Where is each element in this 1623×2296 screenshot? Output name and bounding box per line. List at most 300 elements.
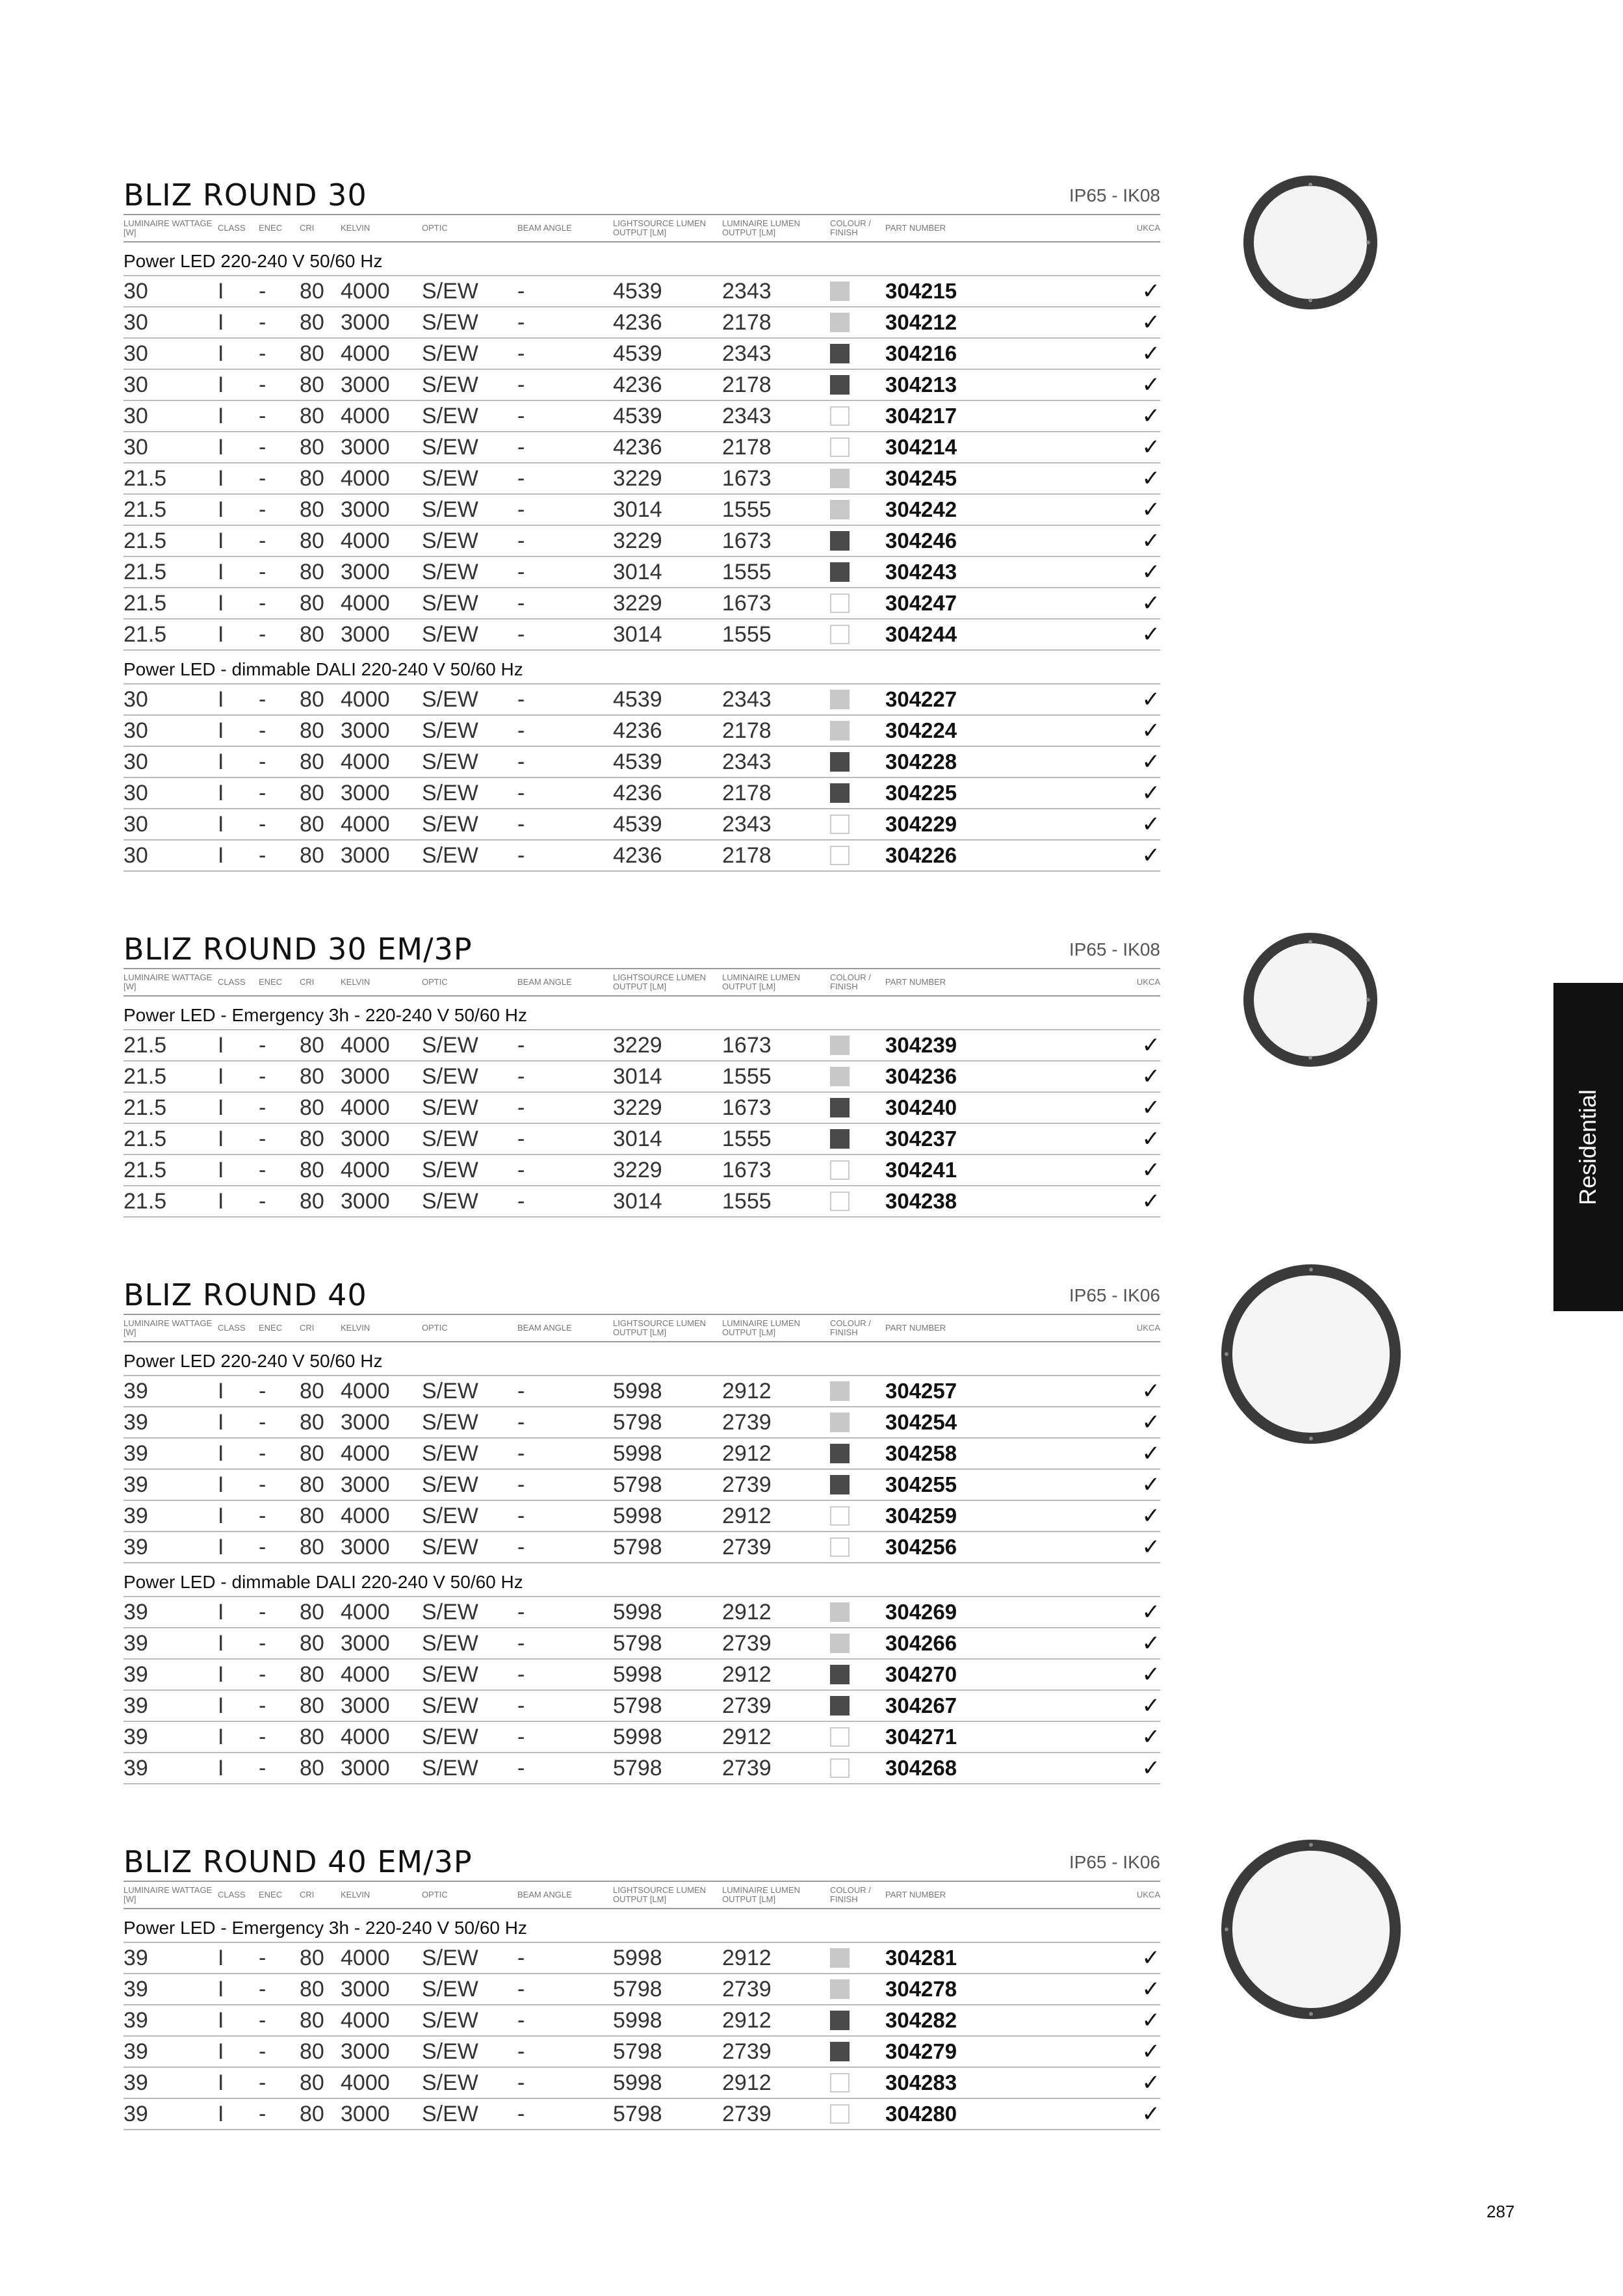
cell-w: 39 (123, 1378, 148, 1403)
finish-swatch-anthracite (830, 562, 850, 582)
cell-ls: 5998 (613, 2007, 662, 2033)
page-number: 287 (1487, 2202, 1515, 2221)
cell-w: 39 (123, 1503, 148, 1528)
cell-cls: I (218, 465, 224, 491)
cell-enec: - (259, 1441, 266, 1466)
cell-k: 4000 (341, 341, 390, 366)
cell-beam: - (517, 2007, 525, 2033)
column-header-kelvin: KELVIN (341, 977, 370, 987)
cell-ls: 5998 (613, 1724, 662, 1749)
cell-cls: I (218, 686, 224, 712)
cell-enec: - (259, 1724, 266, 1749)
part-number: 304212 (885, 310, 957, 334)
cell-finish (830, 2011, 885, 2030)
column-header-optic: OPTIC (422, 977, 448, 987)
cell-k: 4000 (341, 1662, 390, 1687)
finish-swatch-anthracite (830, 1475, 850, 1494)
cell-optic: S/EW (422, 1032, 478, 1058)
cell-finish (830, 752, 885, 772)
cell-finish (830, 1444, 885, 1463)
finish-swatch-anthracite (830, 2011, 850, 2030)
cell-lum: 1555 (722, 559, 772, 584)
cell-lum: 2343 (722, 341, 772, 366)
cell-k: 4000 (341, 1503, 390, 1528)
cell-finish (830, 1506, 885, 1526)
part-number: 304216 (885, 341, 957, 365)
part-number: 304241 (885, 1158, 957, 1182)
finish-swatch-anthracite (830, 1696, 850, 1715)
cell-k: 4000 (341, 590, 390, 616)
cell-ls: 3014 (613, 559, 662, 584)
finish-swatch-anthracite (830, 1098, 850, 1117)
cell-w: 39 (123, 1976, 148, 2002)
cell-cls: I (218, 1126, 224, 1151)
cell-optic: S/EW (422, 1472, 478, 1497)
cell-beam: - (517, 1945, 525, 1970)
cell-ls: 4236 (613, 372, 662, 397)
part-number: 304256 (885, 1535, 957, 1559)
ukca-check-icon: ✓ (1141, 1631, 1160, 1656)
cell-enec: - (259, 1472, 266, 1497)
table-row (123, 307, 1160, 339)
cell-ls: 5798 (613, 2101, 662, 2126)
ukca-check-icon: ✓ (1141, 1600, 1160, 1624)
column-header-beam: BEAM ANGLE (517, 1323, 572, 1333)
column-headers (123, 968, 1160, 997)
finish-swatch-anthracite (830, 531, 850, 551)
cell-cri: 80 (300, 559, 324, 584)
cell-beam: - (517, 1032, 525, 1058)
cell-ls: 5998 (613, 1378, 662, 1403)
finish-swatch-anthracite (830, 2042, 850, 2061)
cell-beam: - (517, 1630, 525, 1656)
part-number: 304255 (885, 1472, 957, 1496)
cell-beam: - (517, 718, 525, 743)
cell-optic: S/EW (422, 1157, 478, 1182)
cell-cls: I (218, 1095, 224, 1120)
cell-optic: S/EW (422, 528, 478, 553)
cell-cri: 80 (300, 1157, 324, 1182)
cell-cri: 80 (300, 341, 324, 366)
finish-swatch-grey (830, 1381, 850, 1401)
column-header-cri: CRI (300, 223, 315, 233)
cell-optic: S/EW (422, 559, 478, 584)
cell-k: 4000 (341, 1095, 390, 1120)
cell-lum: 2912 (722, 1945, 772, 1970)
cell-k: 4000 (341, 1378, 390, 1403)
table-row (123, 1722, 1160, 1753)
cell-cri: 80 (300, 309, 324, 335)
cell-optic: S/EW (422, 842, 478, 868)
cell-ls: 5998 (613, 1662, 662, 1687)
cell-cri: 80 (300, 1441, 324, 1466)
cell-ls: 3014 (613, 1126, 662, 1151)
part-number: 304278 (885, 1977, 957, 2001)
section-title: BLIZ ROUND 30 EM/3P (123, 932, 473, 967)
cell-lum: 1555 (722, 1188, 772, 1214)
cell-optic: S/EW (422, 1599, 478, 1624)
ukca-check-icon: ✓ (1141, 812, 1160, 837)
part-number: 304238 (885, 1189, 957, 1213)
cell-k: 4000 (341, 278, 390, 304)
cell-k: 3000 (341, 2039, 390, 2064)
cell-lum: 1555 (722, 1063, 772, 1089)
part-number: 304254 (885, 1410, 957, 1434)
cell-w: 30 (123, 811, 148, 837)
table-row (123, 620, 1160, 651)
cell-finish (830, 562, 885, 582)
ukca-check-icon: ✓ (1141, 843, 1160, 868)
luminaire-image-bliz-round-30 (1238, 170, 1383, 315)
column-header-enec: ENEC (259, 1890, 283, 1900)
column-header-ukca: UKCA (1136, 977, 1160, 987)
cell-ls: 4236 (613, 780, 662, 805)
cell-w: 21.5 (123, 559, 167, 584)
cell-beam: - (517, 1126, 525, 1151)
section-header (123, 920, 1160, 967)
cell-enec: - (259, 1157, 266, 1182)
cell-ls: 5798 (613, 1472, 662, 1497)
cell-ls: 5998 (613, 1945, 662, 1970)
cell-finish (830, 437, 885, 457)
cell-beam: - (517, 1724, 525, 1749)
ukca-check-icon: ✓ (1141, 1946, 1160, 1970)
cell-enec: - (259, 686, 266, 712)
cell-cri: 80 (300, 465, 324, 491)
part-number: 304266 (885, 1631, 957, 1655)
column-header-ukca: UKCA (1136, 1323, 1160, 1333)
column-header-lum_lumen: LUMINAIRE LUMEN OUTPUT [LM] (722, 972, 800, 991)
section-title: BLIZ ROUND 30 (123, 177, 367, 213)
table-row (123, 463, 1160, 495)
cell-enec: - (259, 1095, 266, 1120)
cell-cri: 80 (300, 1976, 324, 2002)
ukca-check-icon: ✓ (1141, 591, 1160, 616)
cell-k: 4000 (341, 1032, 390, 1058)
cell-k: 3000 (341, 842, 390, 868)
cell-cls: I (218, 403, 224, 428)
cell-w: 39 (123, 2039, 148, 2064)
cell-enec: - (259, 1662, 266, 1687)
column-header-wattage: LUMINAIRE WATTAGE [W] (123, 1318, 213, 1337)
part-number: 304244 (885, 622, 957, 646)
finish-swatch-grey (830, 1979, 850, 1999)
cell-cls: I (218, 811, 224, 837)
cell-enec: - (259, 621, 266, 647)
cell-finish (830, 783, 885, 803)
cell-ls: 5798 (613, 1534, 662, 1559)
part-number: 304240 (885, 1095, 957, 1119)
cell-w: 21.5 (123, 590, 167, 616)
cell-k: 4000 (341, 1441, 390, 1466)
cell-w: 39 (123, 1630, 148, 1656)
column-header-class: CLASS (218, 1323, 246, 1333)
part-number: 304271 (885, 1725, 957, 1749)
cell-cri: 80 (300, 1063, 324, 1089)
cell-cls: I (218, 1409, 224, 1435)
column-header-kelvin: KELVIN (341, 1890, 370, 1900)
cell-cls: I (218, 309, 224, 335)
cell-finish (830, 2104, 885, 2124)
cell-finish (830, 1067, 885, 1086)
table-row (123, 432, 1160, 463)
cell-cls: I (218, 1599, 224, 1624)
part-number: 304245 (885, 466, 957, 490)
cell-beam: - (517, 1755, 525, 1781)
cell-finish (830, 815, 885, 834)
finish-swatch-anthracite (830, 1665, 850, 1684)
cell-enec: - (259, 718, 266, 743)
cell-beam: - (517, 1534, 525, 1559)
cell-cls: I (218, 1157, 224, 1182)
cell-optic: S/EW (422, 1755, 478, 1781)
cell-beam: - (517, 621, 525, 647)
cell-beam: - (517, 1063, 525, 1089)
cell-lum: 2912 (722, 1441, 772, 1466)
group-title: Power LED - Emergency 3h - 220-240 V 50/60 Hz (123, 1909, 1160, 1943)
cell-k: 3000 (341, 1755, 390, 1781)
cell-lum: 2912 (722, 1378, 772, 1403)
cell-ls: 4236 (613, 718, 662, 743)
cell-lum: 2178 (722, 718, 772, 743)
table-row (123, 1407, 1160, 1439)
cell-w: 21.5 (123, 1157, 167, 1182)
cell-cri: 80 (300, 1472, 324, 1497)
cell-ls: 3014 (613, 497, 662, 522)
cell-lum: 2912 (722, 1724, 772, 1749)
cell-enec: - (259, 1126, 266, 1151)
part-number: 304257 (885, 1379, 957, 1403)
product-section (123, 920, 1160, 1218)
cell-enec: - (259, 1599, 266, 1624)
cell-w: 39 (123, 1945, 148, 1970)
part-number: 304281 (885, 1946, 957, 1970)
cell-optic: S/EW (422, 1976, 478, 2002)
column-header-part: PART NUMBER (885, 223, 946, 233)
part-number: 304267 (885, 1693, 957, 1717)
ukca-check-icon: ✓ (1141, 372, 1160, 397)
cell-cri: 80 (300, 686, 324, 712)
part-number: 304239 (885, 1033, 957, 1057)
cell-finish (830, 1413, 885, 1432)
table-row (123, 778, 1160, 809)
cell-optic: S/EW (422, 1126, 478, 1151)
cell-lum: 2178 (722, 434, 772, 460)
cell-finish (830, 1696, 885, 1715)
table-row (123, 1974, 1160, 2005)
cell-beam: - (517, 528, 525, 553)
cell-enec: - (259, 590, 266, 616)
ukca-check-icon: ✓ (1141, 1127, 1160, 1151)
table-row (123, 588, 1160, 620)
cell-beam: - (517, 1441, 525, 1466)
cell-ls: 5798 (613, 1976, 662, 2002)
cell-lum: 2912 (722, 2070, 772, 2095)
finish-swatch-white (830, 2073, 850, 2093)
cell-finish (830, 594, 885, 613)
cell-cls: I (218, 621, 224, 647)
ukca-check-icon: ✓ (1141, 622, 1160, 647)
column-header-ukca: UKCA (1136, 223, 1160, 233)
cell-k: 4000 (341, 1945, 390, 1970)
cell-enec: - (259, 434, 266, 460)
cell-optic: S/EW (422, 434, 478, 460)
cell-finish (830, 1979, 885, 1999)
column-header-colour: COLOUR / FINISH (830, 972, 871, 991)
cell-beam: - (517, 1188, 525, 1214)
cell-k: 3000 (341, 1630, 390, 1656)
column-headers (123, 214, 1160, 242)
cell-lum: 2739 (722, 2101, 772, 2126)
group-title: Power LED 220-240 V 50/60 Hz (123, 1342, 1160, 1376)
table-row (123, 1376, 1160, 1407)
ukca-check-icon: ✓ (1141, 687, 1160, 712)
column-header-class: CLASS (218, 223, 246, 233)
part-number: 304214 (885, 435, 957, 459)
cell-cri: 80 (300, 1503, 324, 1528)
ukca-check-icon: ✓ (1141, 279, 1160, 304)
cell-finish (830, 531, 885, 551)
cell-cls: I (218, 497, 224, 522)
ukca-check-icon: ✓ (1141, 1410, 1160, 1435)
cell-beam: - (517, 403, 525, 428)
ukca-check-icon: ✓ (1141, 1158, 1160, 1182)
cell-beam: - (517, 1599, 525, 1624)
column-header-cri: CRI (300, 1890, 315, 1900)
part-number: 304228 (885, 750, 957, 774)
column-header-ls_lumen: LIGHTSOURCE LUMEN OUTPUT [LM] (613, 1318, 707, 1337)
table-row (123, 1753, 1160, 1784)
cell-enec: - (259, 2101, 266, 2126)
cell-beam: - (517, 811, 525, 837)
part-number: 304243 (885, 560, 957, 584)
cell-enec: - (259, 403, 266, 428)
cell-enec: - (259, 341, 266, 366)
cell-beam: - (517, 465, 525, 491)
cell-cls: I (218, 590, 224, 616)
cell-finish (830, 1381, 885, 1401)
cell-enec: - (259, 749, 266, 774)
cell-k: 4000 (341, 403, 390, 428)
cell-finish (830, 846, 885, 865)
ukca-check-icon: ✓ (1141, 1379, 1160, 1403)
cell-cls: I (218, 528, 224, 553)
cell-k: 3000 (341, 718, 390, 743)
cell-optic: S/EW (422, 403, 478, 428)
cell-enec: - (259, 1945, 266, 1970)
cell-lum: 2343 (722, 749, 772, 774)
part-number: 304242 (885, 497, 957, 521)
cell-lum: 2178 (722, 780, 772, 805)
cell-cri: 80 (300, 434, 324, 460)
table-row (123, 1124, 1160, 1155)
cell-cls: I (218, 718, 224, 743)
column-header-part: PART NUMBER (885, 977, 946, 987)
column-header-part: PART NUMBER (885, 1890, 946, 1900)
cell-ls: 3229 (613, 1095, 662, 1120)
cell-optic: S/EW (422, 1441, 478, 1466)
cell-cls: I (218, 842, 224, 868)
cell-lum: 2343 (722, 278, 772, 304)
cell-optic: S/EW (422, 309, 478, 335)
cell-lum: 1673 (722, 1032, 772, 1058)
cell-enec: - (259, 1755, 266, 1781)
cell-cri: 80 (300, 621, 324, 647)
cell-enec: - (259, 1188, 266, 1214)
cell-cls: I (218, 1755, 224, 1781)
cell-cri: 80 (300, 780, 324, 805)
part-number: 304246 (885, 528, 957, 553)
ukca-check-icon: ✓ (1141, 1977, 1160, 2002)
column-header-beam: BEAM ANGLE (517, 1890, 572, 1900)
cell-w: 21.5 (123, 528, 167, 553)
cell-k: 4000 (341, 2007, 390, 2033)
ukca-check-icon: ✓ (1141, 497, 1160, 522)
cell-cri: 80 (300, 2007, 324, 2033)
cell-lum: 1673 (722, 465, 772, 491)
table-row (123, 716, 1160, 747)
cell-beam: - (517, 278, 525, 304)
cell-ls: 4539 (613, 811, 662, 837)
cell-cls: I (218, 2007, 224, 2033)
cell-finish (830, 406, 885, 426)
cell-ls: 5998 (613, 2070, 662, 2095)
cell-cri: 80 (300, 1755, 324, 1781)
ukca-check-icon: ✓ (1141, 1033, 1160, 1058)
cell-finish (830, 313, 885, 332)
cell-lum: 2912 (722, 1599, 772, 1624)
cell-lum: 2178 (722, 309, 772, 335)
cell-cls: I (218, 1188, 224, 1214)
cell-lum: 2739 (722, 1976, 772, 2002)
cell-optic: S/EW (422, 1630, 478, 1656)
cell-enec: - (259, 1693, 266, 1718)
cell-k: 3000 (341, 1126, 390, 1151)
cell-k: 4000 (341, 1599, 390, 1624)
cell-k: 3000 (341, 1472, 390, 1497)
cell-optic: S/EW (422, 621, 478, 647)
cell-enec: - (259, 372, 266, 397)
finish-swatch-white (830, 846, 850, 865)
cell-optic: S/EW (422, 1534, 478, 1559)
cell-cri: 80 (300, 528, 324, 553)
ukca-check-icon: ✓ (1141, 560, 1160, 584)
cell-ls: 4236 (613, 309, 662, 335)
column-headers (123, 1314, 1160, 1342)
cell-beam: - (517, 1662, 525, 1687)
cell-k: 4000 (341, 528, 390, 553)
cell-optic: S/EW (422, 1662, 478, 1687)
table-row (123, 1062, 1160, 1093)
cell-beam: - (517, 559, 525, 584)
cell-ls: 3229 (613, 465, 662, 491)
cell-beam: - (517, 1378, 525, 1403)
ukca-check-icon: ✓ (1141, 1693, 1160, 1718)
cell-lum: 2912 (722, 1503, 772, 1528)
cell-ls: 4236 (613, 842, 662, 868)
cell-beam: - (517, 434, 525, 460)
cell-w: 39 (123, 1472, 148, 1497)
table-row (123, 841, 1160, 872)
cell-cri: 80 (300, 2039, 324, 2064)
cell-ls: 3014 (613, 621, 662, 647)
cell-optic: S/EW (422, 278, 478, 304)
cell-w: 30 (123, 309, 148, 335)
cell-enec: - (259, 2070, 266, 2095)
cell-optic: S/EW (422, 1693, 478, 1718)
cell-optic: S/EW (422, 1945, 478, 1970)
cell-finish (830, 281, 885, 301)
